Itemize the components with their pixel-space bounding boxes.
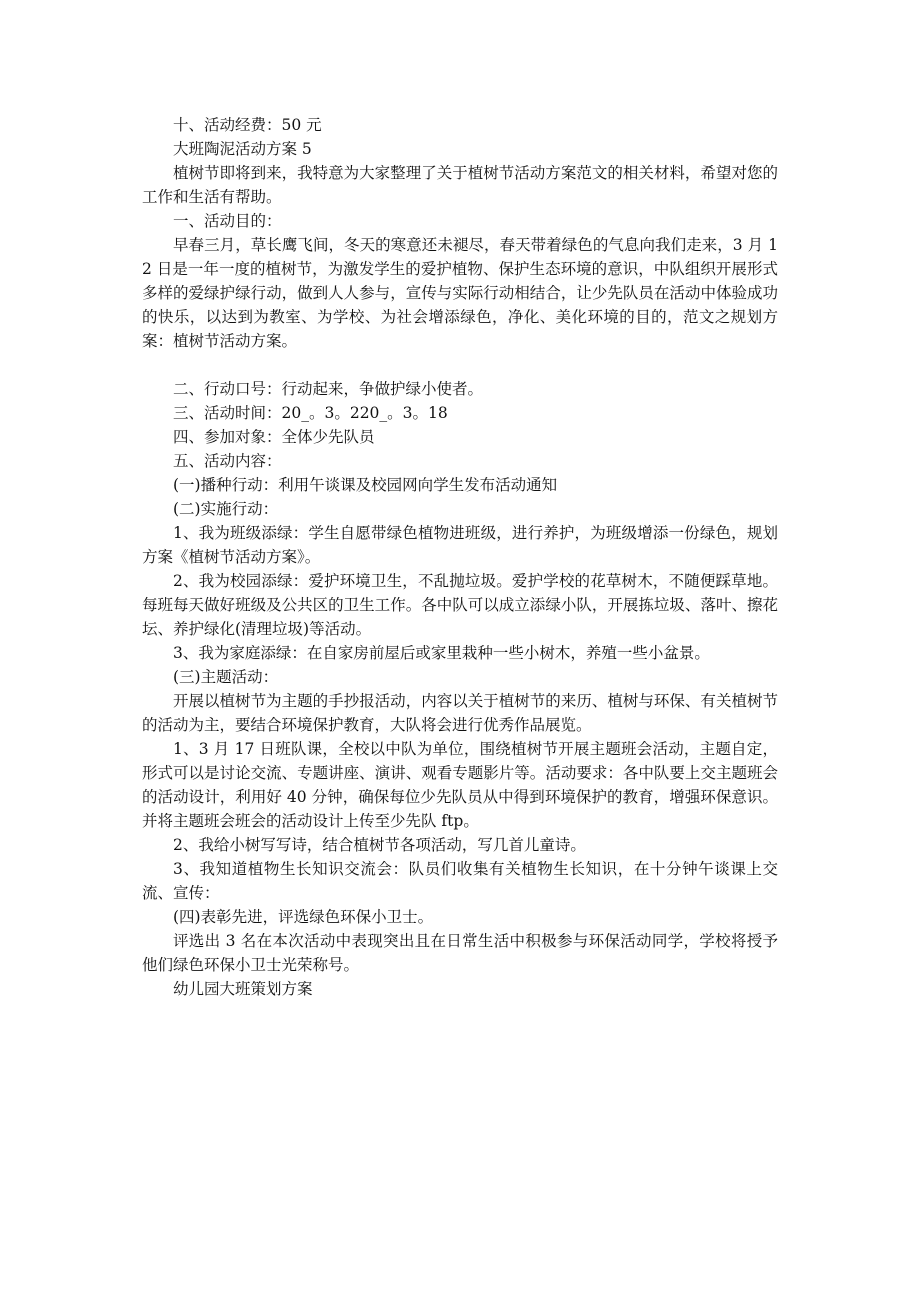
paragraph-time: 三、活动时间：20_。3。220_。3。18 [173,404,448,422]
heading-theme-activity: (三)主题活动： [173,668,279,686]
list-item-campus-green: 2、我为校园添绿：爱护环境卫生，不乱抛垃圾。爱护学校的花草树木，不随便踩草地。每班每天做好班级及公共区的卫生工作。各中队可以成立添绿小队，开展拣垃圾、落叶、擦花坛、养护绿化(清理垃圾)等活动。 [142,572,778,638]
paragraph-slogan: 二、行动口号：行动起来，争做护绿小使者。 [173,380,484,398]
list-item-class-green: 1、我为班级添绿：学生自愿带绿色植物进班级，进行养护，为班级增添一份绿色，规划方案《植树节活动方案》。 [142,524,778,566]
paragraph-sowing: (一)播种行动：利用午谈课及校园网向学生发布活动通知 [173,476,558,494]
heading-commendation: (四)表彰先进，评选绿色环保小卫士。 [173,908,434,926]
paragraph-handwritten-newspaper: 开展以植树节为主题的手抄报活动，内容以关于植树节的来历、植树与环保、有关植树节的活动为主，要结合环境保护教育，大队将会进行优秀作品展览。 [142,692,778,734]
document-page [142,113,778,1001]
list-item-home-green: 3、我为家庭添绿：在自家房前屋后或家里栽种一些小树木，养殖一些小盆景。 [173,644,710,662]
list-item-class-meeting: 1、3 月 17 日班队课，全校以中队为单位，围绕植树节开展主题班会活动，主题自定，形式可以是讨论交流、专题讲座、演讲、观看专题影片等。活动要求：各中队要上交主题班会的活动设计，利用好 40 分钟，确保每位少先队员从中得到环境保护的教育，增强环保意识。并将主题班会班会的活动设计上传至少先队 ftp。 [142,740,778,830]
heading-purpose: 一、活动目的： [173,212,282,230]
paragraph-purpose: 早春三月，草长鹰飞间，冬天的寒意还未褪尽，春天带着绿色的气息向我们走来，3 月 12 日是一年一度的植树节，为激发学生的爱护植物、保护生态环境的意识，中队组织开展形式多样的爱绿护绿行动，做到人人参与，宣传与实际行动相结合，让少先队员在活动中体验成功的快乐，以达到为教室、为学校、为社会增添绿色，净化、美化环境的目的，范文之规划方案：植树节活动方案。 [142,236,778,350]
list-item-knowledge-exchange: 3、我知道植物生长知识交流会：队员们收集有关植物生长知识，在十分钟午谈课上交流、宣传： [142,860,778,902]
paragraph-intro: 植树节即将到来，我特意为大家整理了关于植树节活动方案范文的相关材料，希望对您的工作和生活有帮助。 [142,164,778,206]
paragraph-title-kindergarten-plan: 幼儿园大班策划方案 [173,980,313,998]
list-item-poems: 2、我给小树写写诗，结合植树节各项活动，写几首儿童诗。 [173,836,586,854]
paragraph-selection: 评选出 3 名在本次活动中表现突出且在日常生活中积极参与环保活动同学，学校将授予他们绿色环保小卫士光荣称号。 [142,932,778,974]
paragraph-title-clay-plan: 大班陶泥活动方案 5 [173,140,312,158]
paragraph-budget: 十、活动经费：50 元 [173,116,322,134]
heading-implementation: (二)实施行动： [173,500,279,518]
paragraph-participants: 四、参加对象：全体少先队员 [173,428,375,446]
heading-content: 五、活动内容： [173,452,282,470]
